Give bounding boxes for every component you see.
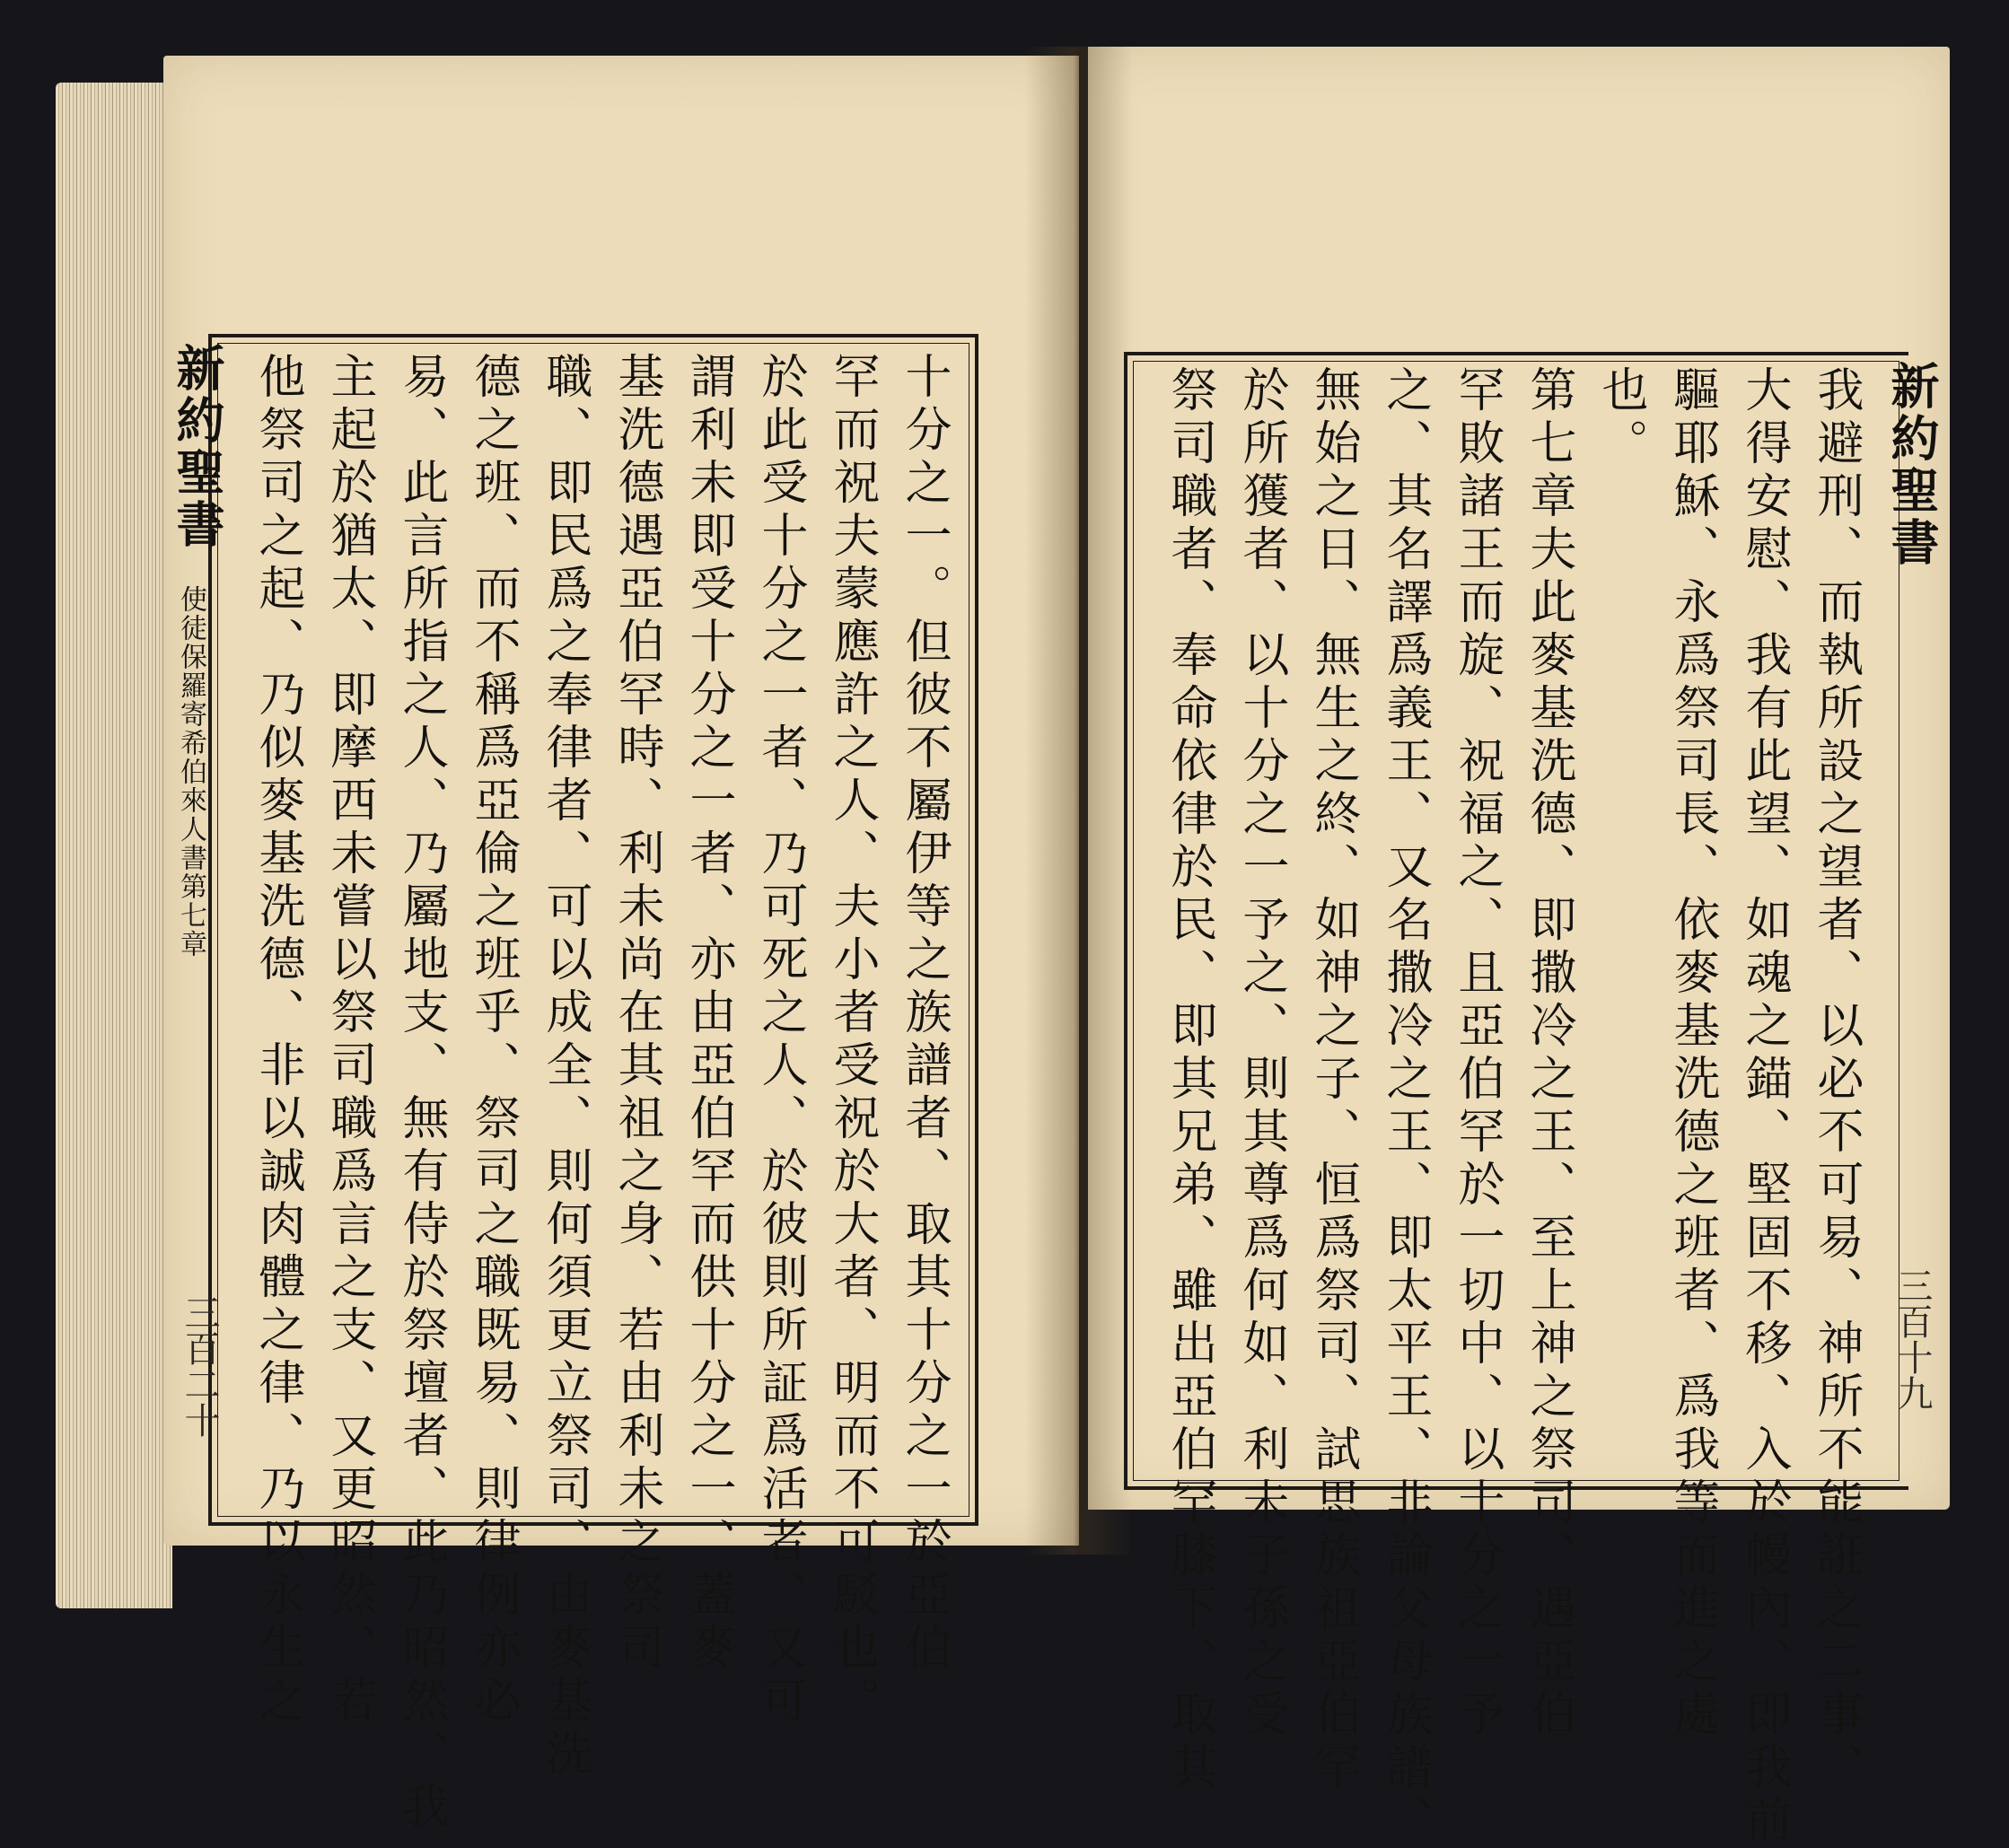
open-book [56,47,1959,1848]
left-folio: 三百二十 [179,1294,220,1438]
left-column-7: 德之班、而不稱爲亞倫之班乎、祭司之職既易、則律例亦必 [466,352,520,1729]
right-column-3: 驅耶穌、永爲祭司長、依麥基洗德之班者、爲我等而進之處 [1665,365,1719,1742]
right-folio: 三百十九 [1891,1267,1933,1411]
book-gutter [1025,47,1133,1555]
left-column-8: 易、此言所指之人、乃屬地支、無有侍於祭壇者、此乃昭然、我 [394,352,448,1835]
right-column-9: 於所獲者、以十分之一予之、則其尊爲何如、利未子孫之受 [1234,365,1288,1742]
left-column-10: 他祭司之起、乃似麥基洗德、非以誠肉體之律、乃以永生之 [250,352,304,1729]
right-column-6: 罕敗諸王而旋、祝福之、且亞伯罕於一切中、以十分之一予 [1450,365,1504,1742]
right-column-5: 第七章夫此麥基洗德、即撒冷之王、至上神之祭司、遇亞伯 [1522,365,1575,1742]
right-column-7: 之、其名譯爲義王、又名撒冷之王、即太平王、非論父母族譜、 [1378,365,1432,1848]
left-column-5: 基洗德遇亞伯罕時、利未尚在其祖之身、若由利未之祭司 [610,352,663,1676]
left-column-4: 謂利未即受十分之一者、亦由亞伯罕而供十分之一、蓋麥 [681,352,735,1676]
right-column-8: 無始之日、無生之終、如神之子、恒爲祭司、試思族祖亞伯罕 [1306,365,1360,1795]
right-column-2: 大得安慰、我有此望、如魂之錨、堅固不移、入於幔內、即我前 [1737,365,1791,1848]
left-running-title: 新約聖書 [169,343,226,551]
right-column-10: 祭司職者、奉命依律於民、即其兄弟、雖出亞伯罕膝下、取其 [1162,365,1216,1795]
left-column-6: 職、即民爲之奉律者、可以成全、則何須更立祭司、由麥基洗 [538,352,592,1782]
left-column-9: 主起於猶太、即摩西未嘗以祭司職爲言之支、又更昭然、若 [322,352,376,1729]
right-column-1: 我避刑、而執所設之望者、以必不可易、神所不能誑之二事、 [1809,365,1863,1795]
left-running-subtitle: 使徒保羅寄希伯來人書第七章 [175,585,206,959]
left-column-2: 罕而祝夫蒙應許之人、夫小者受祝於大者、明而不可駁也。 [825,352,879,1729]
left-column-1: 十分之一。但彼不屬伊等之族譜者、取其十分之一於亞伯 [897,352,951,1676]
page-edges [56,83,172,1608]
right-running-title: 新約聖書 [1883,361,1941,569]
right-column-4: 也。 [1593,365,1647,471]
left-column-3: 於此受十分之一者、乃可死之人、於彼則所証爲活者、又可 [753,352,807,1729]
